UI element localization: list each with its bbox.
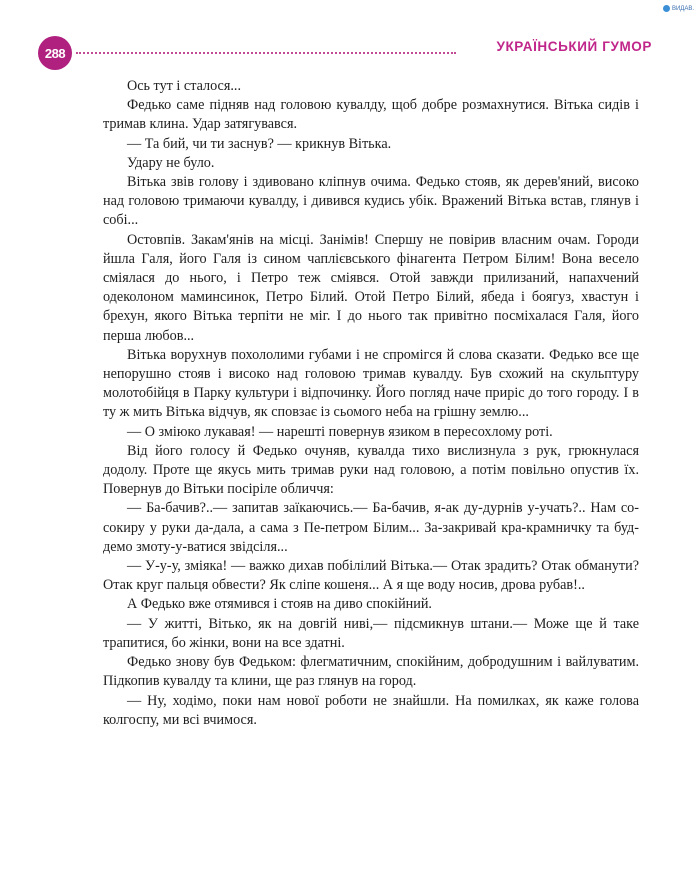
paragraph: Ось тут і сталося... [127, 78, 241, 94]
paragraph: Федько саме підняв над головою кувалду, щоб добре розмахнутися. Вітька сидів і тримав клина. Удар затягувався. [103, 97, 639, 133]
paragraph: Вітька звів голову і здивовано кліпнув очима. Федько стояв, як дерев'яний, високо над головою тримаючи кувалду, і дивився кудись убік. Вражений Вітька встав, глянув і собі... [103, 174, 639, 229]
paragraph: — Ба-бачив?..— запитав заїкаючись.— Ба-бачив, я-ак ду-дурнів у-учать?.. Нам со-сокиру у руки да-дала, а сама з Пе-петром Білим... За-закривай кра-крамничку та буд-демо змоту-у-ватися звідсіля... [103, 500, 639, 555]
paragraph: А Федько вже отямився і стояв на диво спокійний. [127, 596, 432, 613]
paragraph: Вітька ворухнув похололими губами і не спромігся й слова сказати. Федько все ще непорушно стояв і високо над головою тримав кувалду. Був схожий на скульптуру молотобійця в Парку культури і відпочинку. Його погляд наче приріс до того городу. І в ту ж мить Вітька відчув, як сповзає із сьомого неба на грішну землю... [103, 346, 639, 421]
story-text [103, 77, 639, 730]
logo-text: ВИДАВ. [671, 5, 694, 12]
paragraph: Від його голосу й Федько очуняв, кувалда тихо вислизнула з рук, грюкнулася додолу. Проте ще якусь мить тримав руки над головою, а потім повільно опустив їх. Повернув до Вітьки посіріле обличчя: [103, 442, 639, 498]
paragraph: Остовпів. Закам'янів на місці. Занімів! Спершу не повірив власним очам. Городи йшла Галя, його Галя із сином чаплієвського фінагента Петром Білим! Вона весело сміялася до нього, і Петро теж сміявся. Отой завжди прилизаний, напахчений одеколоном маминсинок, Петро Білий. Отой Петро Білий, ябеда і боягуз, хвастун і брехун, якого Вітька терпіти не міг. І до нього так привітно посміхалася Галя, його перша любов... [103, 231, 639, 344]
paragraph: Федько знову був Федьком: флегматичним, спокійним, добродушним і вайлуватим. Підкопив кувалду та клини, ще раз глянув на город. [103, 654, 639, 690]
paragraph: — Та бий, чи ти заснув? — крикнув Вітька. [127, 135, 392, 152]
page-number-badge: 288 [38, 36, 72, 70]
paragraph: — О зміюко лукавая! — нарешті повернув язиком в пересохлому роті. [127, 423, 553, 440]
logo-icon [663, 5, 670, 12]
publisher-logo [663, 5, 694, 12]
paragraph: — Ну, ходімо, поки нам нової роботи не знайшли. На помилках, як каже голова колгоспу, ми всі вчимося. [103, 692, 639, 728]
paragraph: — У-у-у, зміяка! — важко дихав побілілий Вітька.— Отак зрадить? Отак обманути? Отак круг пальця обвести? Як сліпе кошеня... А я ще воду носив, дрова рубав!.. [103, 558, 639, 594]
section-title: УКРАЇНСЬКИЙ ГУМОР [496, 39, 652, 54]
paragraph: — У житті, Вітько, як на довгій ниві,— підсмикнув штани.— Може ще й таке трапитися, бо жінки, вони на все здатні. [103, 615, 639, 651]
paragraph: Удару не було. [127, 154, 215, 171]
header-dotted-rule [76, 52, 456, 54]
